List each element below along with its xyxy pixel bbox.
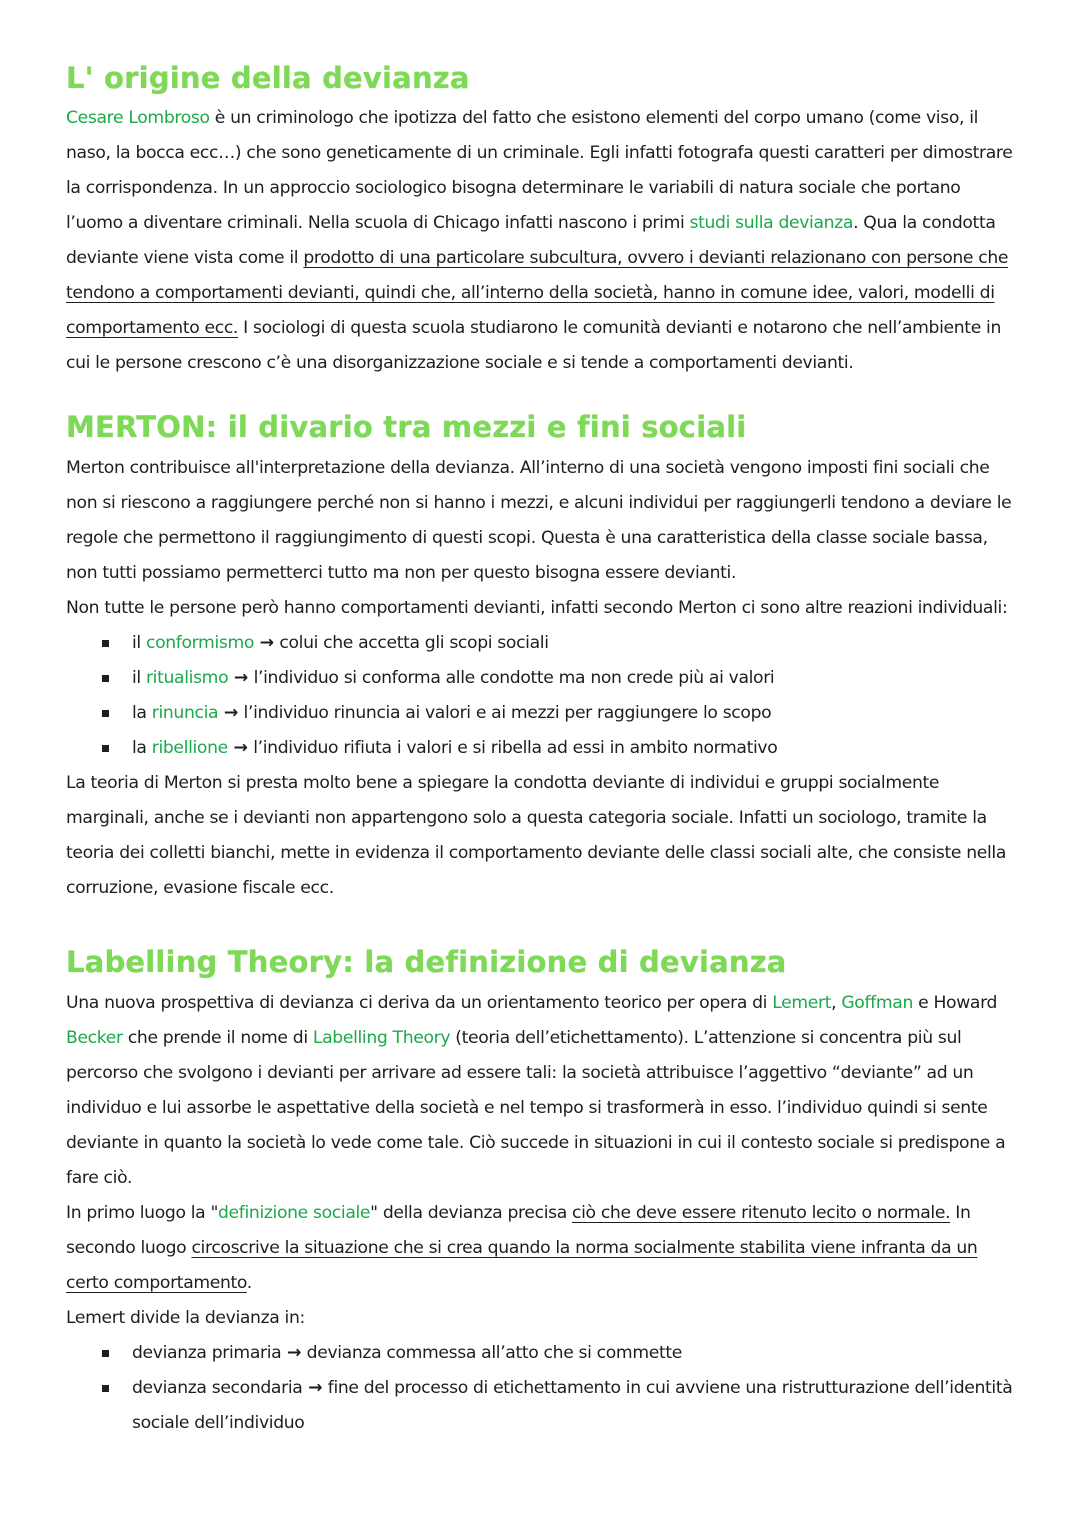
arrow-icon: → bbox=[254, 633, 280, 653]
text-span: l’individuo rinuncia ai valori e ai mezzi per raggiungere lo scopo bbox=[243, 703, 772, 723]
text-span: il bbox=[132, 633, 146, 653]
section-origine bbox=[66, 58, 1016, 381]
term-conformismo: conformismo bbox=[145, 633, 255, 653]
term-studi-devianza: studi sulla devianza bbox=[689, 213, 854, 233]
text-span: In secondo luogo bbox=[66, 1203, 971, 1258]
heading-merton: MERTON: il divario tra mezzi e fini sociali bbox=[66, 410, 747, 444]
bullet-icon bbox=[102, 675, 109, 682]
paragraph-labelling-2 bbox=[66, 1196, 1016, 1301]
text-span: , bbox=[831, 993, 842, 1013]
underlined-subcultura: prodotto di una particolare subcultura, ovvero i devianti relazionano con persone che tendono a comportamenti devianti, quindi che, all’interno della società, hanno in comune idee, valori, modelli di comportamento ecc. bbox=[66, 248, 1009, 338]
text-span: (teoria dell’etichettamento). L’attenzione si concentra più sul percorso che svolgono i devianti per arrivare ad essere tali: la società attribuisce l’aggettivo “deviante” ad un individuo e lui assorbe le aspettative della società e nel tempo si trasformerà in esso. l’individuo quindi si sente deviante in quanto la società lo vede come tale. Ciò succede in situazioni in cui il contesto sociale si predispone a fare ciò. bbox=[66, 1028, 1006, 1188]
paragraph-merton-2: Non tutte le persone però hanno comportamenti devianti, infatti secondo Merton ci sono altre reazioni individuali: bbox=[66, 598, 1008, 618]
text-span: devianza commessa all’atto che si commette bbox=[306, 1343, 682, 1363]
heading-labelling: Labelling Theory: la definizione di devianza bbox=[66, 945, 787, 979]
arrow-icon: → bbox=[218, 703, 244, 723]
underlined-circoscrive: circoscrive la situazione che si crea quando la norma socialmente stabilita viene infranta da un certo comportamento bbox=[66, 1238, 978, 1293]
term-labelling-theory: Labelling Theory bbox=[312, 1028, 451, 1048]
term-lemert: Lemert bbox=[772, 993, 832, 1013]
text-span: che prende il nome di bbox=[122, 1028, 313, 1048]
term-rinuncia: rinuncia bbox=[151, 703, 219, 723]
paragraph-labelling-3: Lemert divide la devianza in: bbox=[66, 1308, 305, 1328]
term-devianza-secondaria: devianza secondaria bbox=[132, 1378, 303, 1398]
term-goffman: Goffman bbox=[841, 993, 913, 1013]
term-devianza-primaria: devianza primaria bbox=[132, 1343, 282, 1363]
bullet-icon bbox=[102, 1350, 109, 1357]
list-item bbox=[66, 661, 1016, 696]
text-span: e Howard bbox=[913, 993, 998, 1013]
text-span: l’individuo si conforma alle condotte ma non crede più ai valori bbox=[253, 668, 775, 688]
text-span: colui che accetta gli scopi sociali bbox=[279, 633, 549, 653]
term-cesare-lombroso: Cesare Lombroso bbox=[66, 108, 210, 128]
lemert-types-list bbox=[66, 1336, 1016, 1441]
list-item bbox=[66, 626, 1016, 661]
text-span: fine del processo di etichettamento in cui avviene una ristrutturazione dell’identità sociale dell’individuo bbox=[132, 1378, 1013, 1433]
paragraph-labelling-1 bbox=[66, 986, 1016, 1196]
text-span: la bbox=[132, 703, 152, 723]
bullet-icon bbox=[102, 1385, 109, 1392]
text-span: In primo luogo la " bbox=[66, 1203, 218, 1223]
bullet-icon bbox=[102, 640, 109, 647]
text-span: " della devianza precisa bbox=[370, 1203, 573, 1223]
paragraph-merton-1: Merton contribuisce all'interpretazione della devianza. All’interno di una società vengono imposti fini sociali che non si riescono a raggiungere perché non si hanno i mezzi, e alcuni individui per raggiungerli tendono a deviare le regole che permettono il raggiungimento di questi scopi. Questa è una caratteristica della classe sociale bassa, non tutti possiamo permetterci tutto ma non per questo bisogna essere devianti. bbox=[66, 458, 1012, 583]
text-span: I sociologi di questa scuola studiarono le comunità devianti e notarono che nell’ambiente in cui le persone crescono c’è una disorganizzazione sociale e si tende a comportamenti devianti. bbox=[66, 318, 1002, 373]
text-span: Una nuova prospettiva di devianza ci deriva da un orientamento teorico per opera di bbox=[66, 993, 773, 1013]
term-becker: Becker bbox=[66, 1028, 123, 1048]
text-span: . Qua la condotta deviante viene vista come il bbox=[66, 213, 996, 268]
arrow-icon: → bbox=[228, 668, 254, 688]
text-span: . bbox=[246, 1273, 252, 1293]
paragraph-merton-3: La teoria di Merton si presta molto bene a spiegare la condotta deviante di individui e gruppi socialmente marginali, anche se i devianti non appartengono solo a questa categoria sociale. Infatti un sociologo, tramite la teoria dei colletti bianchi, mette in evidenza il comportamento deviante delle classi sociali alte, che consiste nella corruzione, evasione fiscale ecc. bbox=[66, 773, 1006, 898]
section-labelling bbox=[66, 942, 1016, 1441]
term-ribellione: ribellione bbox=[151, 738, 228, 758]
term-definizione-sociale: definizione sociale bbox=[218, 1203, 371, 1223]
list-item bbox=[66, 1336, 1016, 1371]
text-span: l’individuo rifiuta i valori e si ribella ad essi in ambito normativo bbox=[253, 738, 778, 758]
document-page bbox=[66, 58, 1016, 1441]
arrow-icon: → bbox=[227, 738, 254, 758]
text-span: il bbox=[132, 668, 146, 688]
list-item bbox=[66, 1371, 1016, 1441]
term-ritualismo: ritualismo bbox=[145, 668, 229, 688]
text-span: la bbox=[132, 738, 152, 758]
underlined-lecito: ciò che deve essere ritenuto lecito o normale. bbox=[572, 1203, 951, 1223]
bullet-icon bbox=[102, 745, 109, 752]
text-span: è un criminologo che ipotizza del fatto che esistono elementi del corpo umano (come viso, il naso, la bocca ecc…) che sono geneticamente di un criminale. Egli infatti fotografa questi caratteri per dimostrare la corrispondenza. In un approccio sociologico bisogna determinare le variabili di natura sociale che portano l’uomo a diventare criminali. Nella scuola di Chicago infatti nascono i primi bbox=[66, 108, 1013, 233]
arrow-icon: → bbox=[281, 1343, 307, 1363]
section-merton bbox=[66, 407, 1016, 906]
list-item bbox=[66, 731, 1016, 766]
list-item bbox=[66, 696, 1016, 731]
merton-reactions-list bbox=[66, 626, 1016, 766]
bullet-icon bbox=[102, 710, 109, 717]
paragraph-lombroso bbox=[66, 101, 1016, 381]
heading-origine: L' origine della devianza bbox=[66, 61, 470, 95]
arrow-icon: → bbox=[302, 1378, 328, 1398]
